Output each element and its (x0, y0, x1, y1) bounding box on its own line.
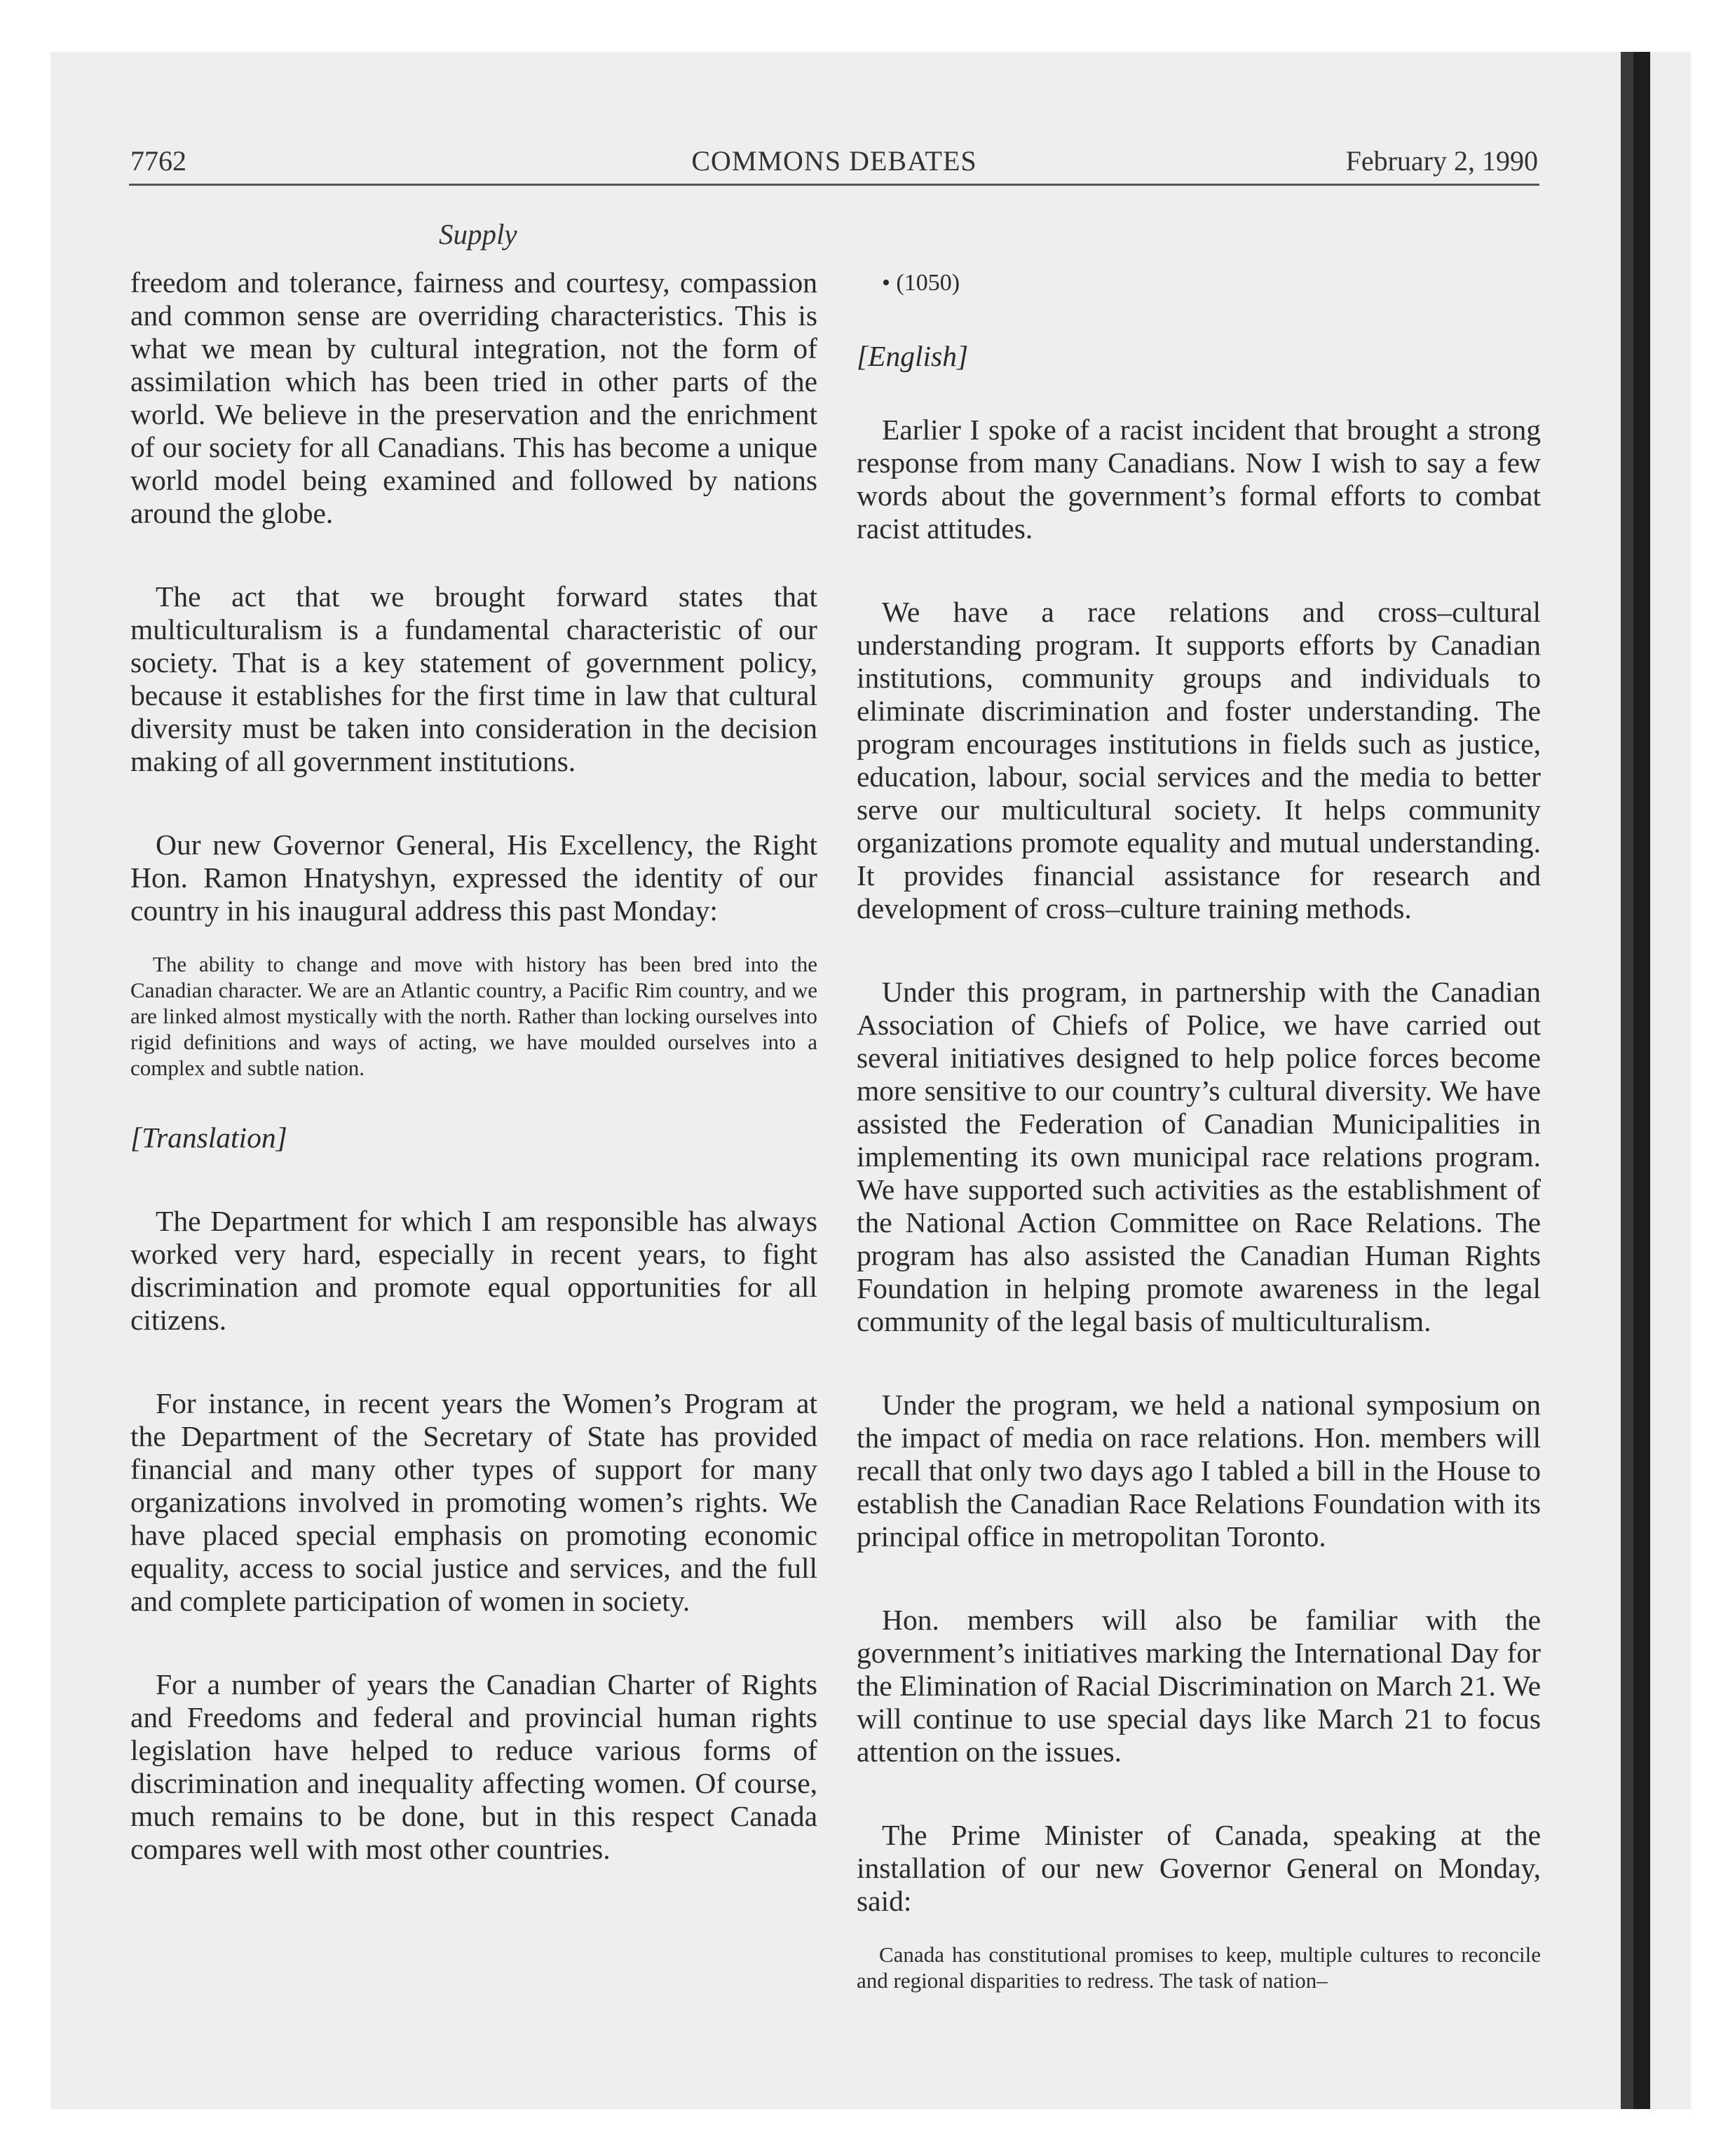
scanner-border (1633, 52, 1650, 2109)
block-quote: Canada has constitutional promises to keep, multiple cultures to reconcile and regional disparities to redress. The task of nation– (857, 1942, 1541, 1993)
translation-label: [Translation] (130, 1121, 287, 1154)
paragraph: freedom and tolerance, fairness and courtesy, compassion and common sense are overriding characteristics. This is what we mean by cultural integration, not the form of assimilation which has been tried in other parts of the world. We believe in the preservation and the enrichment of our society for all Canadians. This has become a unique world model being examined and followed by nations around the globe. (130, 266, 817, 529)
paragraph: For a number of years the Canadian Charter of Rights and Freedoms and federal and provincial human rights legislation have helped to reduce various forms of discrimination and inequality affecting women. Of course, much remains to be done, but in this respect Canada compares well with most other countries. (130, 1668, 817, 1865)
running-header (130, 140, 1538, 185)
publication-title: COMMONS DEBATES (691, 145, 977, 177)
left-column (130, 266, 817, 1866)
paragraph: The act that we brought forward states that multiculturalism is a fundamental characteristic of our society. That is a key statement of government policy, because it establishes for the first time in law that cultural diversity must be taken into consideration in the decision making of all government institutions. (130, 580, 817, 777)
paragraph: Our new Governor General, His Excellency, the Right Hon. Ramon Hnatyshyn, expressed the identity of our country in his inaugural address this past Monday: (130, 828, 817, 927)
paragraph: For instance, in recent years the Women’s Program at the Department of the Secretary of State has provided financial and many other types of support for many organizations involved in promoting women’s rights. We have placed special emphasis on promoting economic equality, access to social justice and services, and the full and complete participation of women in society. (130, 1387, 817, 1617)
paragraph: We have a race relations and cross–cultural understanding program. It supports efforts by Canadian institutions, community groups and individuals to eliminate discrimination and foster understanding. The program encourages institutions in fields such as justice, education, labour, social services and the media to better serve our multicultural society. It helps community organizations promote equality and mutual understanding. It provides financial assistance for research and development of cross–culture training methods. (857, 596, 1541, 925)
header-rule (129, 184, 1539, 186)
english-label: [English] (857, 340, 969, 372)
page-number: 7762 (130, 145, 186, 177)
block-quote: The ability to change and move with history has been bred into the Canadian character. We are an Atlantic country, a Pacific Rim country, and we are linked almost mystically with the north. Rather than locking ourselves into rigid definitions and ways of acting, we have moulded ourselves into a complex and subtle nation. (130, 952, 817, 1080)
paragraph: The Prime Minister of Canada, speaking at the installation of our new Governor General on Monday, said: (857, 1819, 1541, 1917)
publication-date: February 2, 1990 (1345, 145, 1538, 177)
right-column (857, 266, 1541, 1993)
paragraph: Earlier I spoke of a racist incident that brought a strong response from many Canadians. Now I wish to say a few words about the government’s formal efforts to combat racist attitudes. (857, 414, 1541, 545)
paragraph: Under this program, in partnership with the Canadian Association of Chiefs of Police, we have carried out several initiatives designed to help police forces become more sensitive to our country’s cultural diversity. We have assisted the Federation of Canadian Municipalities in implementing its own municipal race relations program. We have supported such activities as the establishment of the National Action Committee on Race Relations. The program has also assisted the Canadian Human Rights Foundation in helping promote awareness in the legal community of the legal basis of multiculturalism. (857, 976, 1541, 1337)
paragraph: The Department for which I am responsible has always worked very hard, especially in recent years, to fight discrimination and promote equal opportunities for all citizens. (130, 1205, 817, 1336)
paragraph: Under the program, we held a national symposium on the impact of media on race relations. Hon. members will recall that only two days ago I tabled a bill in the House to establish the Canadian Race Relations Foundation with its principal office in metropolitan Toronto. (857, 1389, 1541, 1553)
paragraph: Hon. members will also be familiar with the government’s initiatives marking the International Day for the Elimination of Racial Discrimination on March 21. We will continue to use special days like March 21 to focus attention on the issues. (857, 1604, 1541, 1768)
section-title: Supply (439, 218, 517, 250)
time-stamp: • (1050) (882, 270, 960, 296)
